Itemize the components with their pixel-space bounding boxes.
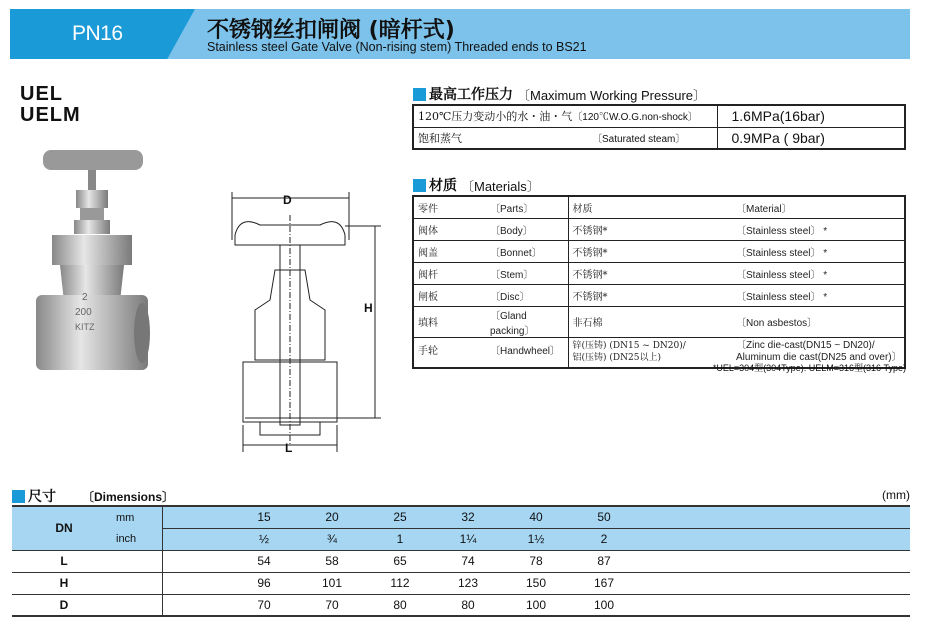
table-cell: 70 bbox=[230, 594, 298, 616]
table-cell: 96 bbox=[230, 572, 298, 594]
table-cell: 167 bbox=[570, 572, 638, 594]
table-cell: 112 bbox=[366, 572, 434, 594]
table-cell: 〔Disc〕 bbox=[486, 284, 568, 306]
table-cell: 〔Stainless steel〕 * bbox=[732, 218, 905, 240]
table-cell: 阀杆 bbox=[413, 262, 486, 284]
table-cell: 阀盖 bbox=[413, 240, 486, 262]
table-cell bbox=[638, 594, 910, 616]
table-header-row bbox=[12, 506, 910, 528]
materials-table bbox=[412, 195, 906, 369]
table-cell: 54 bbox=[230, 550, 298, 572]
table-cell: 25 bbox=[366, 506, 434, 528]
section-marker-icon bbox=[413, 88, 426, 101]
table-cell: 32 bbox=[434, 506, 502, 528]
table-cell: 〔Bonnet〕 bbox=[486, 240, 568, 262]
table-cell: 〔Non asbestos〕 bbox=[732, 306, 905, 337]
dimensions-unit: (mm) bbox=[882, 488, 910, 502]
table-cell: 填料 bbox=[413, 306, 486, 337]
table-cell: 87 bbox=[570, 550, 638, 572]
table-row bbox=[413, 218, 905, 240]
dimensions-table bbox=[12, 505, 910, 617]
pressure-rating: PN16 bbox=[72, 22, 123, 45]
table-header-row bbox=[12, 528, 910, 550]
table-header-row bbox=[413, 196, 905, 218]
table-cell: 零件 bbox=[413, 196, 486, 218]
section-marker-icon bbox=[413, 179, 426, 192]
table-cell: 阀体 bbox=[413, 218, 486, 240]
table-cell: D bbox=[12, 594, 116, 616]
table-cell: 2 bbox=[570, 528, 638, 550]
table-cell: 78 bbox=[502, 550, 570, 572]
pressure-section-title: 最高工作压力 〔Maximum Working Pressure〕 bbox=[413, 84, 706, 104]
table-row bbox=[413, 284, 905, 306]
table-cell: 120℃压力变动小的水・油・气〔120℃W.O.G.non-shock〕 bbox=[413, 105, 717, 127]
table-cell: 不锈钢* bbox=[568, 284, 732, 306]
section-marker-icon bbox=[12, 490, 25, 503]
table-cell: 50 bbox=[570, 506, 638, 528]
table-cell: ¾ bbox=[298, 528, 366, 550]
table-cell: 0.9MPa ( 9bar) bbox=[717, 127, 905, 149]
pressure-table bbox=[412, 104, 906, 150]
table-row bbox=[12, 594, 910, 616]
table-cell: 40 bbox=[502, 506, 570, 528]
table-cell bbox=[116, 594, 162, 616]
l-dimension-label: L bbox=[285, 441, 293, 455]
table-cell: 〔Gland packing〕 bbox=[486, 306, 568, 337]
table-cell: 非石棉 bbox=[568, 306, 732, 337]
table-cell bbox=[162, 572, 230, 594]
table-cell: 〔Parts〕 bbox=[486, 196, 568, 218]
table-cell: 58 bbox=[298, 550, 366, 572]
dimensions-section-title: 尺寸 〔Dimensions〕 bbox=[12, 486, 174, 506]
table-cell bbox=[638, 506, 910, 528]
table-cell bbox=[162, 528, 230, 550]
table-cell: 〔Material〕 bbox=[732, 196, 905, 218]
table-cell bbox=[162, 594, 230, 616]
table-cell: 锌(压铸) (DN15 ~ DN20)/ 铝(压铸) (DN25以上) bbox=[568, 337, 732, 368]
table-cell bbox=[638, 550, 910, 572]
table-cell: 不锈钢* bbox=[568, 218, 732, 240]
table-cell bbox=[638, 572, 910, 594]
table-cell: 80 bbox=[366, 594, 434, 616]
table-cell: 15 bbox=[230, 506, 298, 528]
table-cell: 74 bbox=[434, 550, 502, 572]
table-cell: 饱和蒸气 〔Saturated steam〕 bbox=[413, 127, 717, 149]
model-uel: UEL bbox=[20, 83, 63, 105]
table-cell: 1¼ bbox=[434, 528, 502, 550]
table-cell bbox=[638, 528, 910, 550]
valve-dimension-drawing bbox=[225, 190, 390, 460]
d-dimension-label: D bbox=[283, 193, 292, 207]
table-row bbox=[12, 550, 910, 572]
table-cell bbox=[116, 572, 162, 594]
table-cell: inch bbox=[116, 528, 162, 550]
table-cell: 1 bbox=[366, 528, 434, 550]
page-title: 不锈钢丝扣闸阀 (暗杆式) bbox=[207, 18, 455, 43]
table-row bbox=[413, 306, 905, 337]
table-cell: 材质 bbox=[568, 196, 732, 218]
table-cell bbox=[162, 506, 230, 528]
table-cell bbox=[116, 550, 162, 572]
table-cell: 70 bbox=[298, 594, 366, 616]
model-uelm: UELM bbox=[20, 104, 81, 126]
table-row bbox=[413, 105, 905, 127]
page-subtitle: Stainless steel Gate Valve (Non-rising stem) Threaded ends to BS21 bbox=[207, 40, 587, 54]
h-dimension-label: H bbox=[364, 301, 373, 315]
materials-section-title: 材质 〔Materials〕 bbox=[413, 175, 540, 195]
table-cell: DN bbox=[12, 506, 116, 550]
table-cell: 手轮 bbox=[413, 337, 486, 368]
table-cell: 100 bbox=[570, 594, 638, 616]
table-cell: 123 bbox=[434, 572, 502, 594]
table-cell: H bbox=[12, 572, 116, 594]
table-cell: 〔Body〕 bbox=[486, 218, 568, 240]
table-row bbox=[12, 572, 910, 594]
table-row bbox=[413, 240, 905, 262]
table-cell: 20 bbox=[298, 506, 366, 528]
valve-photo bbox=[30, 145, 155, 380]
table-cell: 〔Stainless steel〕 * bbox=[732, 240, 905, 262]
table-cell: 〔Stainless steel〕 * bbox=[732, 284, 905, 306]
table-cell: 不锈钢* bbox=[568, 262, 732, 284]
table-cell: L bbox=[12, 550, 116, 572]
table-cell: 1.6MPa(16bar) bbox=[717, 105, 905, 127]
table-cell: mm bbox=[116, 506, 162, 528]
table-row bbox=[413, 262, 905, 284]
table-cell: 150 bbox=[502, 572, 570, 594]
photo-mark: 200 bbox=[75, 307, 92, 318]
photo-mark: KITZ bbox=[75, 322, 95, 332]
table-cell bbox=[162, 550, 230, 572]
table-cell: 80 bbox=[434, 594, 502, 616]
table-cell: 闸板 bbox=[413, 284, 486, 306]
table-cell: 1½ bbox=[502, 528, 570, 550]
table-cell: 〔Handwheel〕 bbox=[486, 337, 568, 368]
table-cell: ½ bbox=[230, 528, 298, 550]
table-cell: 〔Stem〕 bbox=[486, 262, 568, 284]
materials-footnote: *UEL=304型(304Type). UELM=316型(316 Type) bbox=[712, 363, 906, 373]
table-cell: 不锈钢* bbox=[568, 240, 732, 262]
photo-mark: 2 bbox=[82, 292, 88, 303]
table-cell: 〔Zinc die-cast(DN15 ~ DN20)/ Aluminum die cast(DN25 and over)〕 bbox=[732, 337, 905, 368]
table-cell: 100 bbox=[502, 594, 570, 616]
table-cell: 101 bbox=[298, 572, 366, 594]
table-cell: 〔Stainless steel〕 * bbox=[732, 262, 905, 284]
table-cell: 65 bbox=[366, 550, 434, 572]
table-row bbox=[413, 127, 905, 149]
